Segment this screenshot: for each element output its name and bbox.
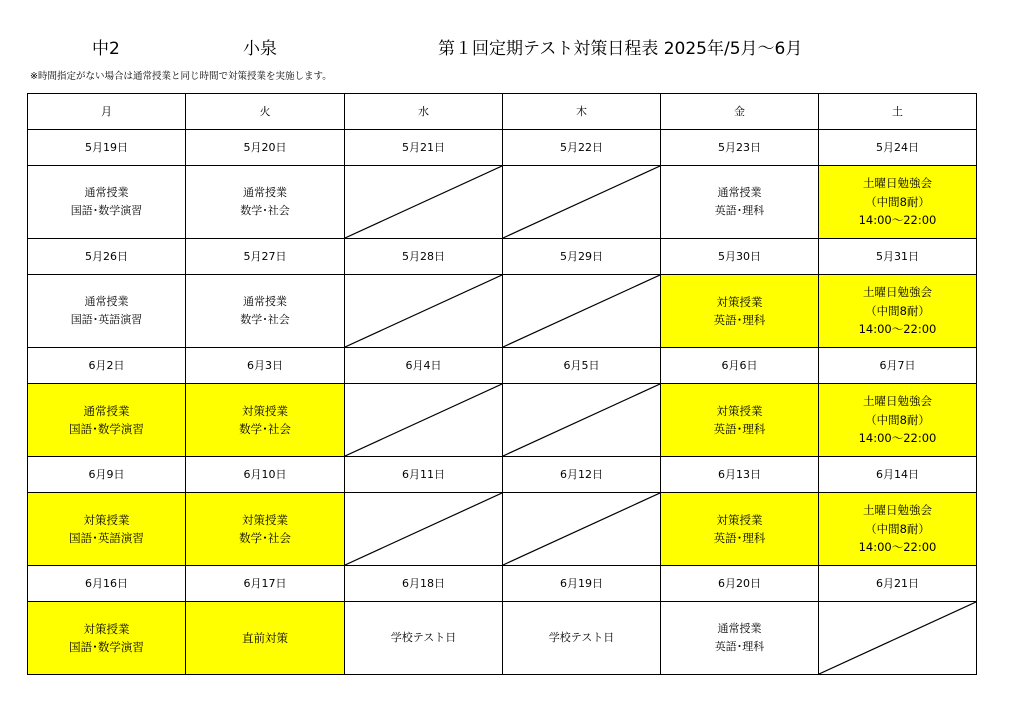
- class-text: 英語･理科: [713, 313, 766, 327]
- page-title: 第１回定期テスト対策日程表 2025年/5月～6月: [438, 39, 803, 59]
- class-text: 学校テスト日: [390, 631, 457, 645]
- class-cell: [503, 602, 661, 675]
- class-cell: [186, 602, 345, 675]
- diagonal-slash-icon: [503, 166, 660, 238]
- class-text: 対策授業: [83, 621, 130, 636]
- class-text: 英語･理科: [714, 204, 765, 217]
- class-text: 通常授業: [84, 295, 129, 309]
- no-class-cell: [503, 275, 661, 348]
- class-text: 対策授業: [716, 294, 763, 309]
- day-header: 木: [503, 94, 661, 130]
- class-text: 通常授業: [243, 295, 287, 309]
- day-header: 金: [661, 94, 819, 130]
- no-class-cell: [503, 384, 661, 457]
- class-cell: [661, 166, 819, 239]
- date-cell: 6月20日: [661, 566, 819, 602]
- class-text: 通常授業: [83, 403, 130, 418]
- class-text: 対策授業: [83, 512, 130, 527]
- diagonal-slash-icon: [503, 275, 660, 347]
- no-class-cell: [819, 602, 977, 675]
- schedule-body: [28, 94, 977, 675]
- schedule-row: [28, 275, 977, 348]
- class-text: 直前対策: [242, 630, 288, 645]
- schedule-row: [28, 493, 977, 566]
- class-text: 国語･数学演習: [70, 204, 143, 217]
- class-cell: [28, 166, 186, 239]
- grade-label: 中2: [92, 39, 120, 59]
- date-cell: 6月2日: [28, 348, 186, 384]
- class-text: 英語･理科: [713, 422, 766, 436]
- class-text: 土曜日勉強会: [863, 503, 932, 518]
- date-row: [28, 348, 977, 384]
- day-header: 月: [28, 94, 186, 130]
- date-cell: 6月19日: [503, 566, 661, 602]
- class-text: 英語･理科: [713, 531, 766, 545]
- class-text: 14:00～22:00: [858, 540, 937, 555]
- diagonal-slash-icon: [819, 602, 976, 674]
- class-text: 通常授業: [243, 186, 287, 200]
- date-cell: 5月20日: [186, 130, 345, 166]
- date-cell: 5月29日: [503, 239, 661, 275]
- date-cell: 6月17日: [186, 566, 345, 602]
- date-cell: 5月31日: [819, 239, 977, 275]
- date-cell: 6月21日: [819, 566, 977, 602]
- date-cell: 6月16日: [28, 566, 186, 602]
- class-text: 数学･社会: [239, 422, 291, 436]
- day-header: 土: [819, 94, 977, 130]
- class-cell: [819, 493, 977, 566]
- no-class-cell: [345, 493, 503, 566]
- class-text: 土曜日勉強会: [863, 176, 932, 191]
- class-text: （中間8耐）: [865, 303, 930, 318]
- date-cell: 5月28日: [345, 239, 503, 275]
- class-cell: [661, 602, 819, 675]
- class-text: （中間8耐）: [865, 412, 930, 427]
- class-text: 数学･社会: [239, 531, 291, 545]
- class-cell: [819, 275, 977, 348]
- class-cell: [661, 384, 819, 457]
- date-cell: 6月12日: [503, 457, 661, 493]
- class-text: 14:00～22:00: [858, 322, 937, 337]
- class-text: （中間8耐）: [865, 521, 930, 536]
- diagonal-slash-icon: [345, 275, 502, 347]
- date-cell: 5月22日: [503, 130, 661, 166]
- day-header: 水: [345, 94, 503, 130]
- date-cell: 5月27日: [186, 239, 345, 275]
- diagonal-slash-icon: [345, 166, 502, 238]
- class-cell: [186, 275, 345, 348]
- class-text: 14:00～22:00: [858, 431, 937, 446]
- no-class-cell: [345, 166, 503, 239]
- date-cell: 6月3日: [186, 348, 345, 384]
- class-text: 土曜日勉強会: [863, 394, 932, 409]
- class-text: 対策授業: [716, 512, 763, 527]
- date-cell: 6月6日: [661, 348, 819, 384]
- date-cell: 6月7日: [819, 348, 977, 384]
- class-cell: [819, 166, 977, 239]
- date-cell: 6月14日: [819, 457, 977, 493]
- class-cell: [28, 602, 186, 675]
- no-class-cell: [503, 493, 661, 566]
- class-text: 国語･数学演習: [69, 422, 144, 436]
- date-cell: 6月18日: [345, 566, 503, 602]
- diagonal-slash-icon: [503, 493, 660, 565]
- date-cell: 6月11日: [345, 457, 503, 493]
- day-header: 火: [186, 94, 345, 130]
- date-cell: 6月9日: [28, 457, 186, 493]
- class-text: 国語･英語演習: [70, 313, 143, 326]
- date-cell: 5月21日: [345, 130, 503, 166]
- schedule-note: ※時間指定がない場合は通常授業と同じ時間で対策授業を実施します。: [30, 71, 332, 82]
- class-text: 国語･数学演習: [69, 640, 144, 654]
- diagonal-slash-icon: [345, 384, 502, 456]
- date-cell: 5月26日: [28, 239, 186, 275]
- date-row: [28, 239, 977, 275]
- class-cell: [661, 493, 819, 566]
- class-text: 14:00～22:00: [858, 213, 937, 228]
- class-text: 通常授業: [717, 186, 762, 200]
- diagonal-slash-icon: [503, 384, 660, 456]
- schedule-row: [28, 166, 977, 239]
- date-row: [28, 457, 977, 493]
- no-class-cell: [345, 275, 503, 348]
- class-cell: [186, 493, 345, 566]
- class-cell: [28, 275, 186, 348]
- date-cell: 6月4日: [345, 348, 503, 384]
- schedule-row: [28, 602, 977, 675]
- date-cell: 6月13日: [661, 457, 819, 493]
- diagonal-slash-icon: [345, 493, 502, 565]
- date-cell: 6月10日: [186, 457, 345, 493]
- date-cell: 5月24日: [819, 130, 977, 166]
- date-row: [28, 130, 977, 166]
- class-text: 数学･社会: [240, 204, 290, 217]
- schedule-row: [28, 384, 977, 457]
- class-text: 対策授業: [242, 403, 288, 418]
- schedule-table: [27, 93, 977, 675]
- class-text: （中間8耐）: [865, 194, 930, 209]
- class-text: 通常授業: [84, 186, 129, 200]
- no-class-cell: [503, 166, 661, 239]
- date-cell: 5月19日: [28, 130, 186, 166]
- date-cell: 5月30日: [661, 239, 819, 275]
- class-text: 対策授業: [716, 403, 763, 418]
- date-cell: 5月23日: [661, 130, 819, 166]
- class-cell: [186, 166, 345, 239]
- class-cell: [186, 384, 345, 457]
- class-text: 英語･理科: [714, 640, 765, 653]
- class-text: 通常授業: [717, 622, 762, 636]
- class-text: 対策授業: [242, 512, 288, 527]
- day-header-row: [28, 94, 977, 130]
- class-cell: [345, 602, 503, 675]
- class-text: 国語･英語演習: [69, 531, 144, 545]
- date-row: [28, 566, 977, 602]
- class-text: 数学･社会: [240, 313, 290, 326]
- no-class-cell: [345, 384, 503, 457]
- class-cell: [28, 493, 186, 566]
- class-text: 土曜日勉強会: [863, 285, 932, 300]
- class-cell: [661, 275, 819, 348]
- student-name: 小泉: [243, 39, 277, 59]
- class-text: 学校テスト日: [548, 631, 615, 645]
- date-cell: 6月5日: [503, 348, 661, 384]
- class-cell: [28, 384, 186, 457]
- class-cell: [819, 384, 977, 457]
